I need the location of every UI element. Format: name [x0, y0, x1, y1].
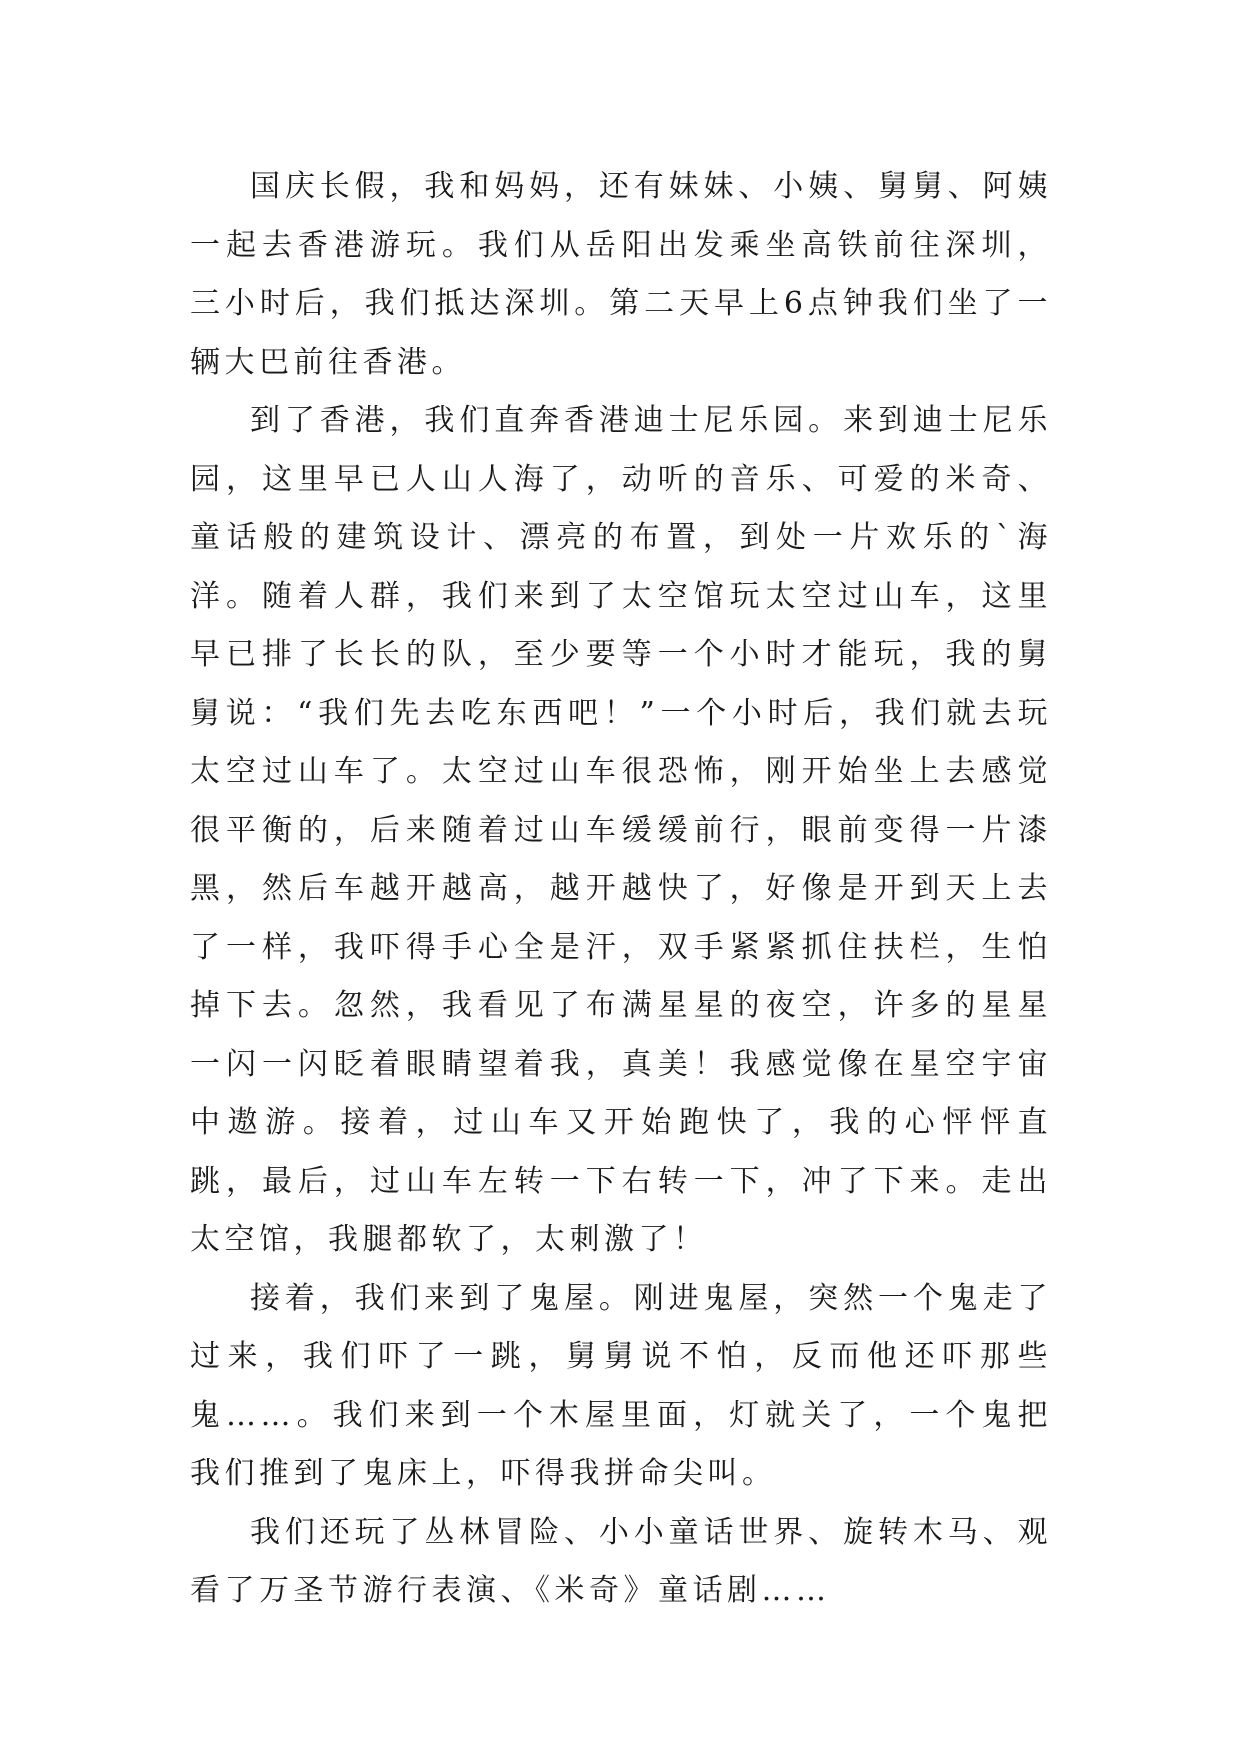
document-body — [190, 158, 1052, 1621]
paragraph-1: 国庆长假，我和妈妈，还有妹妹、小姨、舅舅、阿姨一起去香港游玩。我们从岳阳出发乘坐高铁前往深圳，三小时后，我们抵达深圳。第二天早上6点钟我们坐了一辆大巴前往香港。 — [190, 169, 1052, 380]
paragraph-3: 接着，我们来到了鬼屋。刚进鬼屋，突然一个鬼走了过来，我们吓了一跳，舅舅说不怕，反而他还吓那些鬼……。我们来到一个木屋里面，灯就关了，一个鬼把我们推到了鬼床上，吓得我拼命尖叫。 — [190, 1280, 1052, 1491]
paragraph-2: 到了香港，我们直奔香港迪士尼乐园。来到迪士尼乐园，这里早已人山人海了，动听的音乐、可爱的米奇、童话般的建筑设计、漂亮的布置，到处一片欢乐的`海洋。随着人群，我们来到了太空馆玩太空过山车，这里早已排了长长的队，至少要等一个小时才能玩，我的舅舅说：“我们先去吃东西吧！”一个小时后，我们就去玩太空过山车了。太空过山车很恐怖，刚开始坐上去感觉很平衡的，后来随着过山车缓缓前行，眼前变得一片漆黑，然后车越开越高，越开越快了，好像是开到天上去了一样，我吓得手心全是汗，双手紧紧抓住扶栏，生怕掉下去。忽然，我看见了布满星星的夜空，许多的星星一闪一闪眨着眼睛望着我，真美！我感觉像在星空宇宙中遨游。接着，过山车又开始跑快了，我的心怦怦直跳，最后，过山车左转一下右转一下，冲了下来。走出太空馆，我腿都软了，太刺激了！ — [190, 403, 1052, 1257]
paragraph-4: 我们还玩了丛林冒险、小小童话世界、旋转木马、观看了万圣节游行表演、《米奇》童话剧…… — [190, 1514, 1052, 1608]
